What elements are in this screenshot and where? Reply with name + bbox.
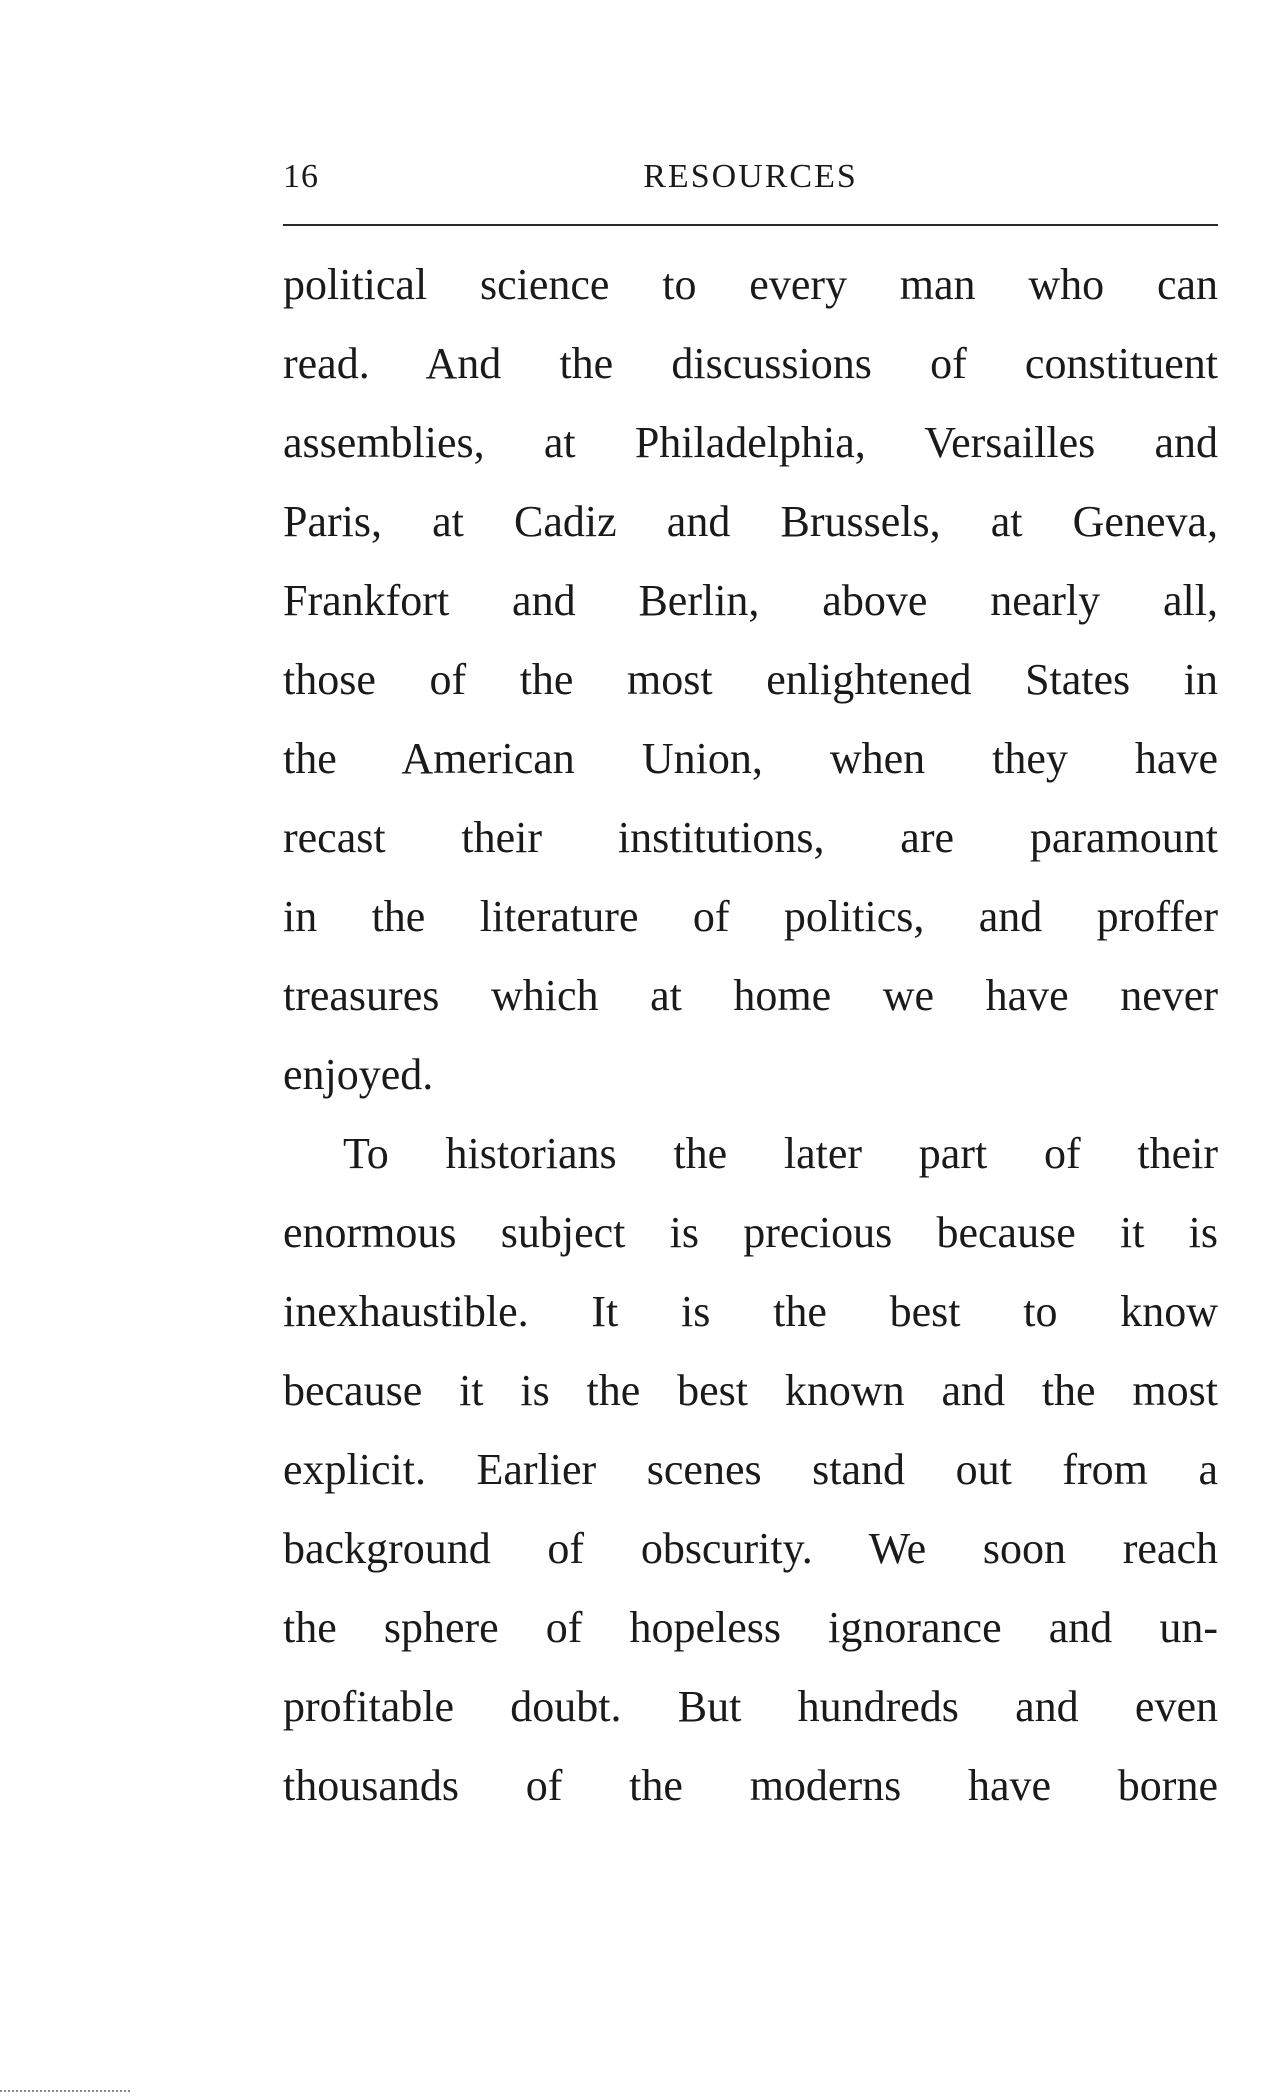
text-line: assemblies, at Philadelphia, Versailles and (283, 418, 1218, 467)
header-rule (283, 224, 1218, 226)
text-line: enormous subject is precious because it is (283, 1208, 1218, 1257)
running-head: RESOURCES (643, 158, 858, 195)
text-line: those of the most enlightened States in (283, 655, 1218, 704)
text-line: explicit. Earlier scenes stand out from a (283, 1445, 1218, 1494)
text-line: treasures which at home we have never (283, 971, 1218, 1020)
text-line: the sphere of hopeless ignorance and un- (283, 1603, 1218, 1652)
text-line: because it is the best known and the most (283, 1366, 1218, 1415)
text-line: Frankfort and Berlin, above nearly all, (283, 576, 1218, 625)
text-line: To historians the later part of their (343, 1129, 1218, 1178)
text-line: profitable doubt. But hundreds and even (283, 1682, 1218, 1731)
text-line: recast their institutions, are paramount (283, 813, 1218, 862)
scan-mark (0, 2090, 130, 2092)
text-line: thousands of the moderns have borne (283, 1761, 1218, 1810)
text-line: inexhaustible. It is the best to know (283, 1287, 1218, 1336)
page-number: 16 (283, 158, 319, 195)
text-line: Paris, at Cadiz and Brussels, at Geneva, (283, 497, 1218, 546)
text-line: in the literature of politics, and proffer (283, 892, 1218, 941)
page-header (283, 158, 1218, 208)
text-line: background of obscurity. We soon reach (283, 1524, 1218, 1573)
text-line: the American Union, when they have (283, 734, 1218, 783)
text-line: enjoyed. (283, 1050, 434, 1099)
text-line: read. And the discussions of constituent (283, 339, 1218, 388)
text-line: political science to every man who can (283, 260, 1218, 309)
body-text (283, 245, 1218, 1825)
